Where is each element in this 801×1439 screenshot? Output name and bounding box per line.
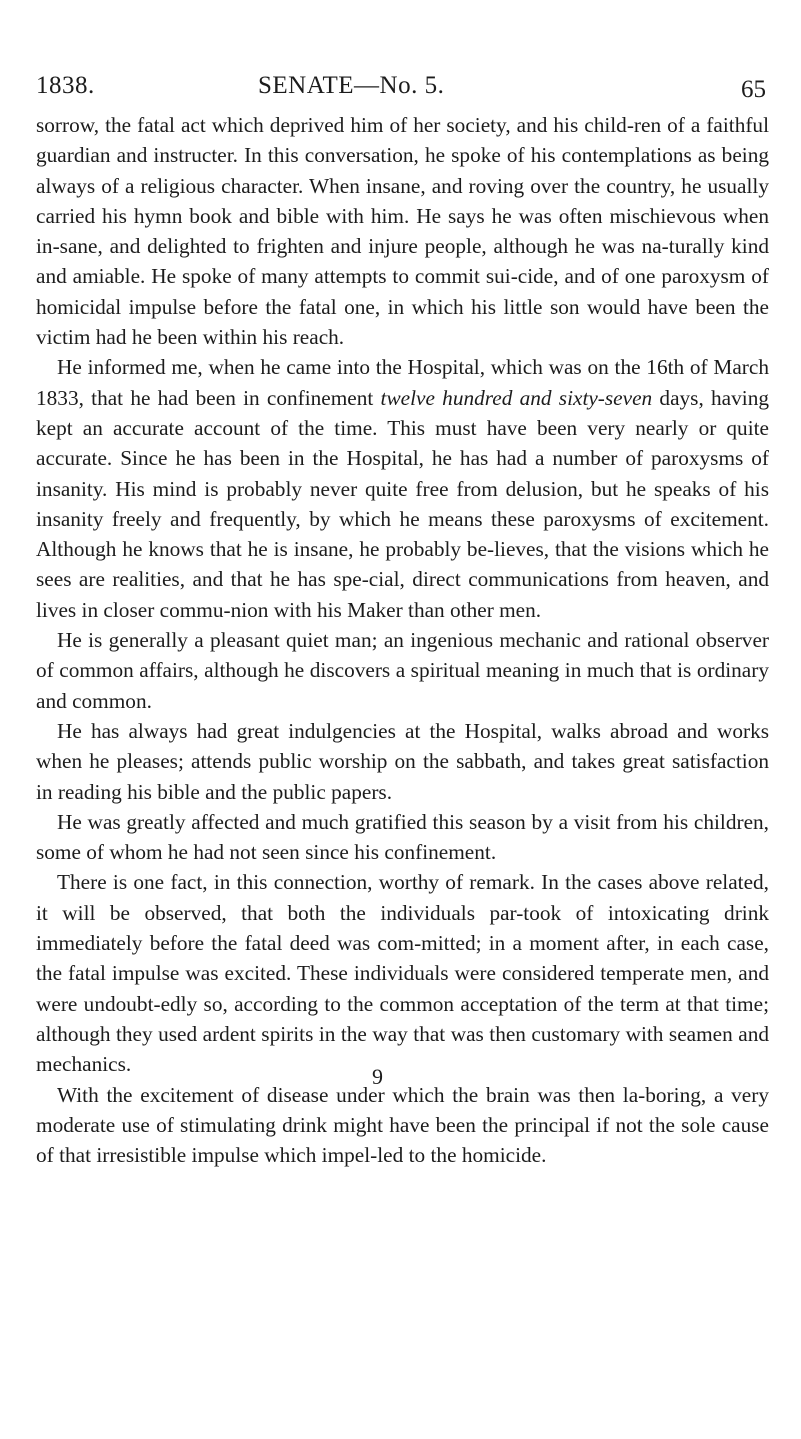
paragraph	[36, 352, 769, 625]
signature-mark: 9	[372, 1064, 383, 1089]
paragraph: He has always had great indulgencies at the Hospital, walks abroad and works when he pleases; attends public worship on the sabbath, and takes great satisfaction in reading his bible and the public papers.	[36, 718, 769, 804]
paragraph: sorrow, the fatal act which deprived him of her society, and his child-ren of a faithful guardian and instructer. In this conversation, he spoke of his contemplations as being always of a religious character. When insane, and roving over the country, he usually carried his hymn book and bible with him. He says he was often mischievous when in-sane, and delighted to frighten and injure people, although he was na-turally kind and amiable. He spoke of many attempts to commit sui-cide, and of one paroxysm of homicidal impulse before the fatal one, in which his little son would have been the victim had he been within his reach.	[36, 113, 769, 350]
body-text	[36, 110, 769, 1170]
paragraph: There is one fact, in this connection, worthy of remark. In the cases above related, it will be observed, that both the individuals par-took of intoxicating drink immediately before the fatal deed was com-mitted; in a moment after, in each case, the fatal impulse was excited. These individuals were considered temperate men, and were undoubt-edly so, according to the common acceptation of the term at that time; although they used ardent spirits in the way that was then customary with seamen and mechanics.	[36, 870, 769, 1077]
paragraph-text: days, having kept an accurate account of the time. This must have been very nearly or quite accurate. Since he has been in the Hospital, he has had a number of paroxysms of insanity. His mind is probably never quite free from delusion, but he speaks of his insanity freely and frequently, by which he means these paroxysms of excitement. Although he knows that he is insane, he probably be-lieves, that the visions which he sees are realities, and that he has spe-cial, direct communications from heaven, and lives in closer commu-nion with his Maker than other men.	[36, 385, 769, 622]
paragraph-text: He informed me, when he came into the Hospital, which was on the 16th of March 1833, that he had been in confinement	[36, 355, 769, 410]
page-number: 65	[741, 76, 766, 103]
paragraph: With the excitement of disease under which the brain was then la-boring, a very moderate use of stimulating drink might have been the principal if not the sole cause of that irresistible impulse which impel-led to the homicide.	[36, 1082, 769, 1168]
header-year: 1838.	[36, 72, 95, 99]
emphasis-text: twelve hundred and sixty-seven	[380, 385, 653, 410]
header-title: SENATE—No. 5.	[258, 72, 445, 99]
paragraph: He was greatly affected and much gratified this season by a visit from his children, some of whom he had not seen since his confinement.	[36, 809, 769, 865]
paragraph: He is generally a pleasant quiet man; an ingenious mechanic and rational observer of common affairs, although he discovers a spiritual meaning in much that is ordinary and common.	[36, 628, 769, 713]
running-header	[36, 66, 766, 106]
